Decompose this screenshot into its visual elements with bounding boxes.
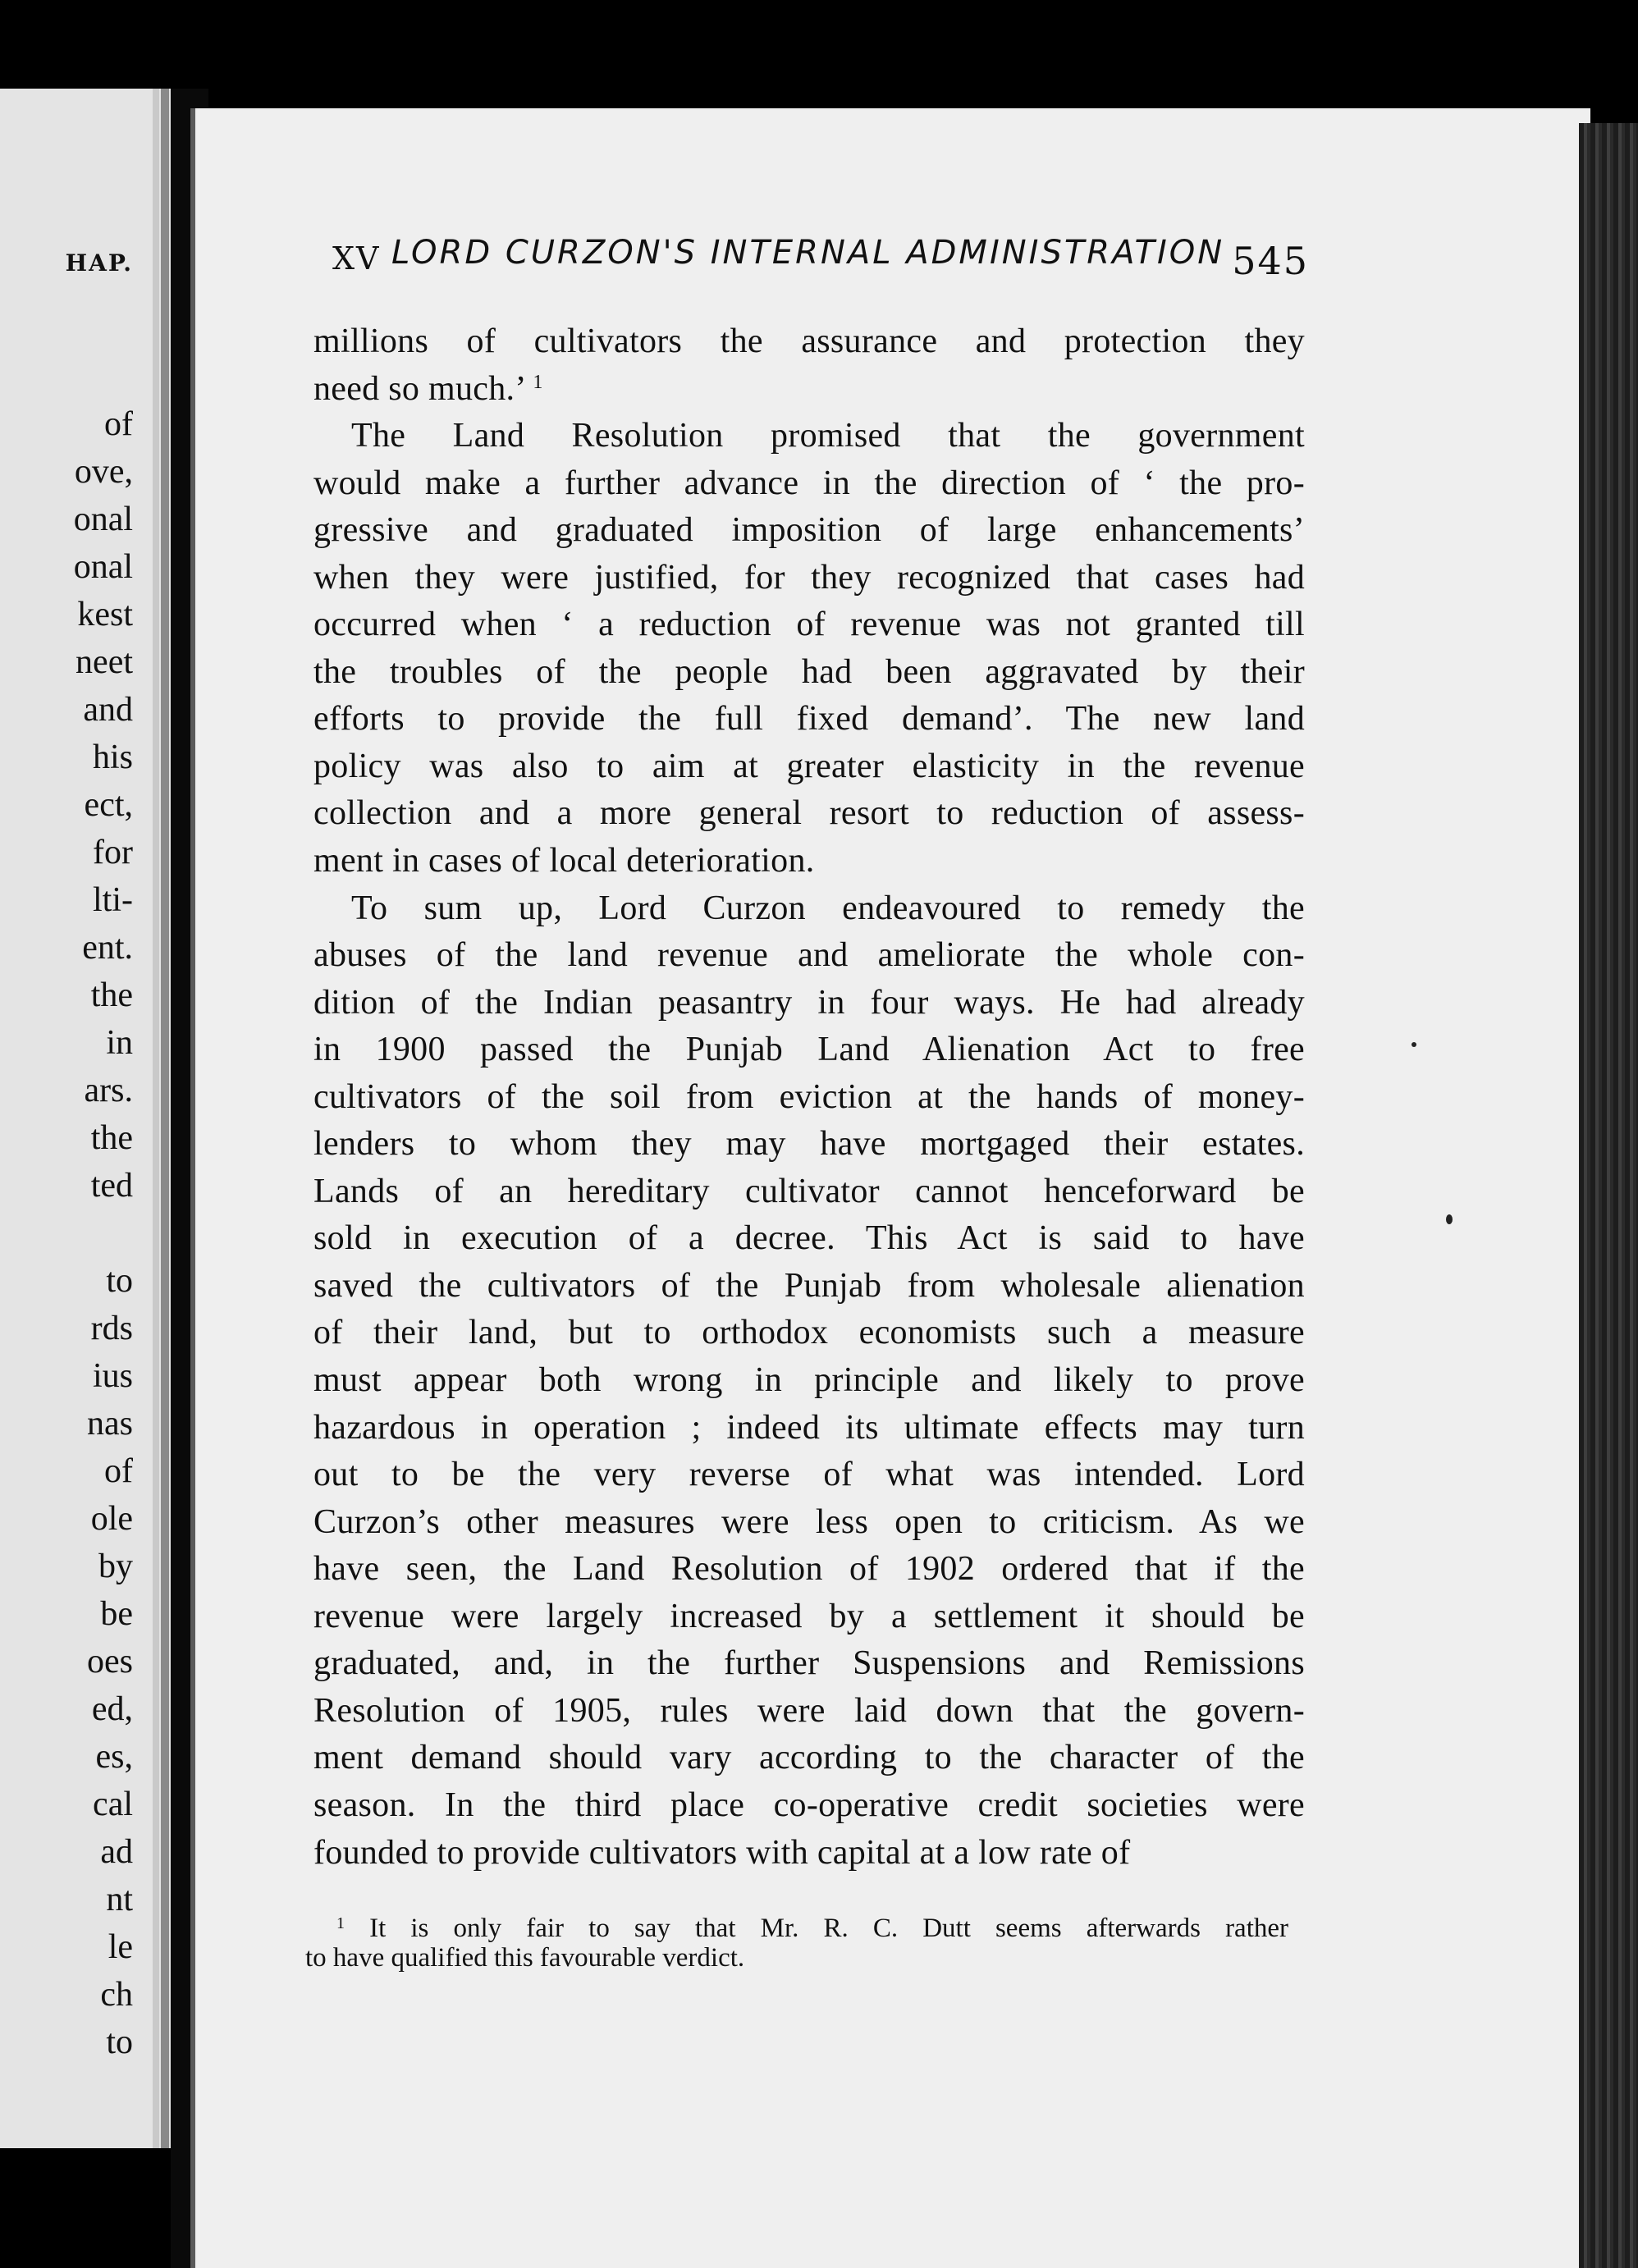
left-line-end: ove, — [74, 453, 133, 491]
text-line — [313, 838, 1305, 885]
left-line-end: ole — [90, 1500, 133, 1538]
left-line-end: in — [106, 1024, 133, 1062]
text-line-content: the troubles of the people had been aggravated by their — [313, 652, 1305, 691]
left-page-line-ends — [74, 400, 133, 2066]
text-line — [313, 507, 1305, 555]
left-line-end: oes — [87, 1643, 133, 1680]
facing-page-left — [0, 89, 171, 2148]
footnote-line-text: It is only fair to say that Mr. R. C. Dutt seems afterwards rather — [369, 1914, 1289, 1943]
text-line — [313, 790, 1305, 838]
left-line-end: ect, — [84, 786, 133, 824]
left-line-end: the — [90, 976, 133, 1014]
text-line — [313, 1830, 1305, 1877]
text-line-content: revenue were largely increased by a settlement it should be — [313, 1597, 1305, 1635]
left-line-end: neet — [75, 643, 133, 681]
text-line — [313, 1594, 1305, 1641]
text-line-content: graduated, and, in the further Suspensions and Remissions — [313, 1644, 1305, 1683]
text-line-content: in 1900 passed the Punjab Land Alienation Act to free — [313, 1031, 1305, 1069]
left-line-end: kest — [77, 596, 133, 633]
left-line-end: cal — [93, 1786, 133, 1823]
text-line-content: season. In the third place co-operative credit societies were — [313, 1786, 1305, 1824]
text-line-content: cultivators of the soil from eviction at the hands of money- — [313, 1077, 1305, 1116]
text-line-content: hazardous in operation ; indeed its ultimate effects may turn — [313, 1408, 1305, 1447]
text-line-content: out to be the very reverse of what was intended. Lord — [313, 1456, 1305, 1494]
text-line-content: collection and a more general resort to reduction of assess- — [313, 794, 1305, 833]
text-line-content: efforts to provide the full fixed demand’. The new land — [313, 700, 1305, 738]
scan-speck — [1446, 1214, 1453, 1224]
left-line-end: of — [104, 405, 133, 443]
left-line-end: to — [106, 2023, 133, 2061]
text-line — [313, 1452, 1305, 1499]
text-line — [313, 649, 1305, 697]
text-line — [313, 601, 1305, 649]
text-line-content: The Land Resolution promised that the government — [351, 417, 1305, 455]
text-line-content: sold in execution of a decree. This Act is said to have — [313, 1219, 1305, 1258]
text-line-content: of their land, but to orthodox economists such a measure — [313, 1314, 1305, 1352]
text-line-content: gressive and graduated imposition of large enhancements’ — [313, 511, 1305, 550]
left-line-end: the — [90, 1119, 133, 1157]
text-line — [313, 1074, 1305, 1122]
footnote-reference: 1 — [533, 371, 543, 393]
text-line — [313, 1215, 1305, 1263]
text-line-content: ment demand should vary according to the character of the — [313, 1739, 1305, 1777]
text-line-content: dition of the Indian peasantry in four ways. He had already — [313, 983, 1305, 1022]
text-line-content: Lands of an hereditary cultivator cannot henceforward be — [313, 1172, 1305, 1210]
left-line-end: rds — [90, 1310, 133, 1347]
text-line — [313, 366, 1305, 414]
text-line — [313, 1168, 1305, 1216]
text-line — [313, 932, 1305, 980]
text-line-content: abuses of the land revenue and ameliorate the whole con- — [313, 936, 1305, 975]
text-line — [313, 1310, 1305, 1357]
left-line-end — [74, 1209, 133, 1257]
text-line-content: saved the cultivators of the Punjab from wholesale alienation — [313, 1266, 1305, 1305]
left-line-end: ch — [100, 1976, 133, 2014]
running-head — [332, 234, 1309, 283]
text-line-content: must appear both wrong in principle and likely to prove — [313, 1361, 1305, 1400]
text-line — [313, 1357, 1305, 1405]
footnote-line: to have qualified this favourable verdict. — [305, 1943, 745, 1973]
left-line-end: of — [104, 1452, 133, 1490]
page-edge — [161, 89, 169, 2148]
text-line-content: To sum up, Lord Curzon endeavoured to remedy the — [351, 889, 1305, 927]
text-line — [313, 980, 1305, 1027]
left-line-end: be — [100, 1595, 133, 1633]
text-line — [313, 555, 1305, 602]
running-title: LORD CURZON'S INTERNAL ADMINISTRATION — [391, 234, 1225, 272]
left-line-end: onal — [73, 501, 133, 538]
text-line-content: when they were justified, for they recognized that cases had — [313, 558, 1305, 597]
text-line — [313, 413, 1305, 460]
left-line-end: nas — [87, 1405, 133, 1443]
chapter-number: XV — [332, 240, 381, 277]
text-line — [313, 1546, 1305, 1594]
text-line-content: lenders to whom they may have mortgaged their estates. — [313, 1125, 1305, 1164]
left-line-end: by — [98, 1548, 133, 1585]
left-line-end: ad — [100, 1833, 133, 1871]
left-line-end: lti- — [93, 881, 133, 919]
left-line-end: his — [92, 738, 133, 776]
left-line-end: for — [93, 834, 133, 871]
left-line-end: onal — [73, 548, 133, 586]
left-line-end: nt — [106, 1881, 133, 1918]
text-line-content: need so much.’ — [313, 369, 524, 408]
footnote-marker: 1 — [336, 1914, 345, 1932]
footnote-line — [305, 1914, 1288, 1943]
left-line-end: and — [83, 691, 133, 729]
body-text — [313, 318, 1305, 1877]
text-line — [313, 696, 1305, 743]
text-line-content: Curzon’s other measures were less open to criticism. As we — [313, 1502, 1305, 1541]
left-line-end: le — [108, 1928, 133, 1966]
left-line-end: ent. — [82, 929, 133, 967]
text-line-content: occurred when ‘ a reduction of revenue was not granted till — [313, 606, 1305, 644]
left-line-end: to — [106, 1262, 133, 1300]
text-line — [313, 1782, 1305, 1830]
text-line-content: have seen, the Land Resolution of 1902 ordered that if the — [313, 1550, 1305, 1589]
text-line — [313, 460, 1305, 508]
text-line — [313, 743, 1305, 791]
text-line — [313, 1688, 1305, 1735]
page-stack-edge — [1579, 123, 1638, 2268]
text-line — [313, 1027, 1305, 1074]
left-line-end: es, — [95, 1738, 133, 1776]
text-line-content: millions of cultivators the assurance and protection they — [313, 322, 1305, 360]
scan-speck — [1412, 1042, 1416, 1047]
page-edge — [153, 89, 159, 2148]
text-line-content: would make a further advance in the direction of ‘ the pro- — [313, 464, 1305, 502]
text-line — [313, 1735, 1305, 1782]
footnote — [305, 1914, 1288, 1973]
text-line — [313, 318, 1305, 366]
left-line-end: ius — [92, 1357, 133, 1395]
text-line — [313, 1405, 1305, 1452]
left-line-end: ed, — [91, 1690, 133, 1728]
text-line — [313, 1640, 1305, 1688]
left-running-head: HAP. — [65, 249, 133, 277]
left-line-end: ars. — [84, 1072, 133, 1109]
text-line — [313, 1121, 1305, 1168]
text-line-content: Resolution of 1905, rules were laid down that the govern- — [313, 1691, 1305, 1730]
text-line-content: policy was also to aim at greater elasticity in the revenue — [313, 747, 1305, 785]
left-line-end: ted — [90, 1167, 133, 1205]
text-line-content: founded to provide cultivators with capital at a low rate of — [313, 1833, 1131, 1872]
page-number: 545 — [1232, 239, 1309, 283]
text-line-content: ment in cases of local deterioration. — [313, 842, 815, 880]
text-line — [313, 1499, 1305, 1547]
text-line — [313, 885, 1305, 933]
text-line — [313, 1263, 1305, 1310]
